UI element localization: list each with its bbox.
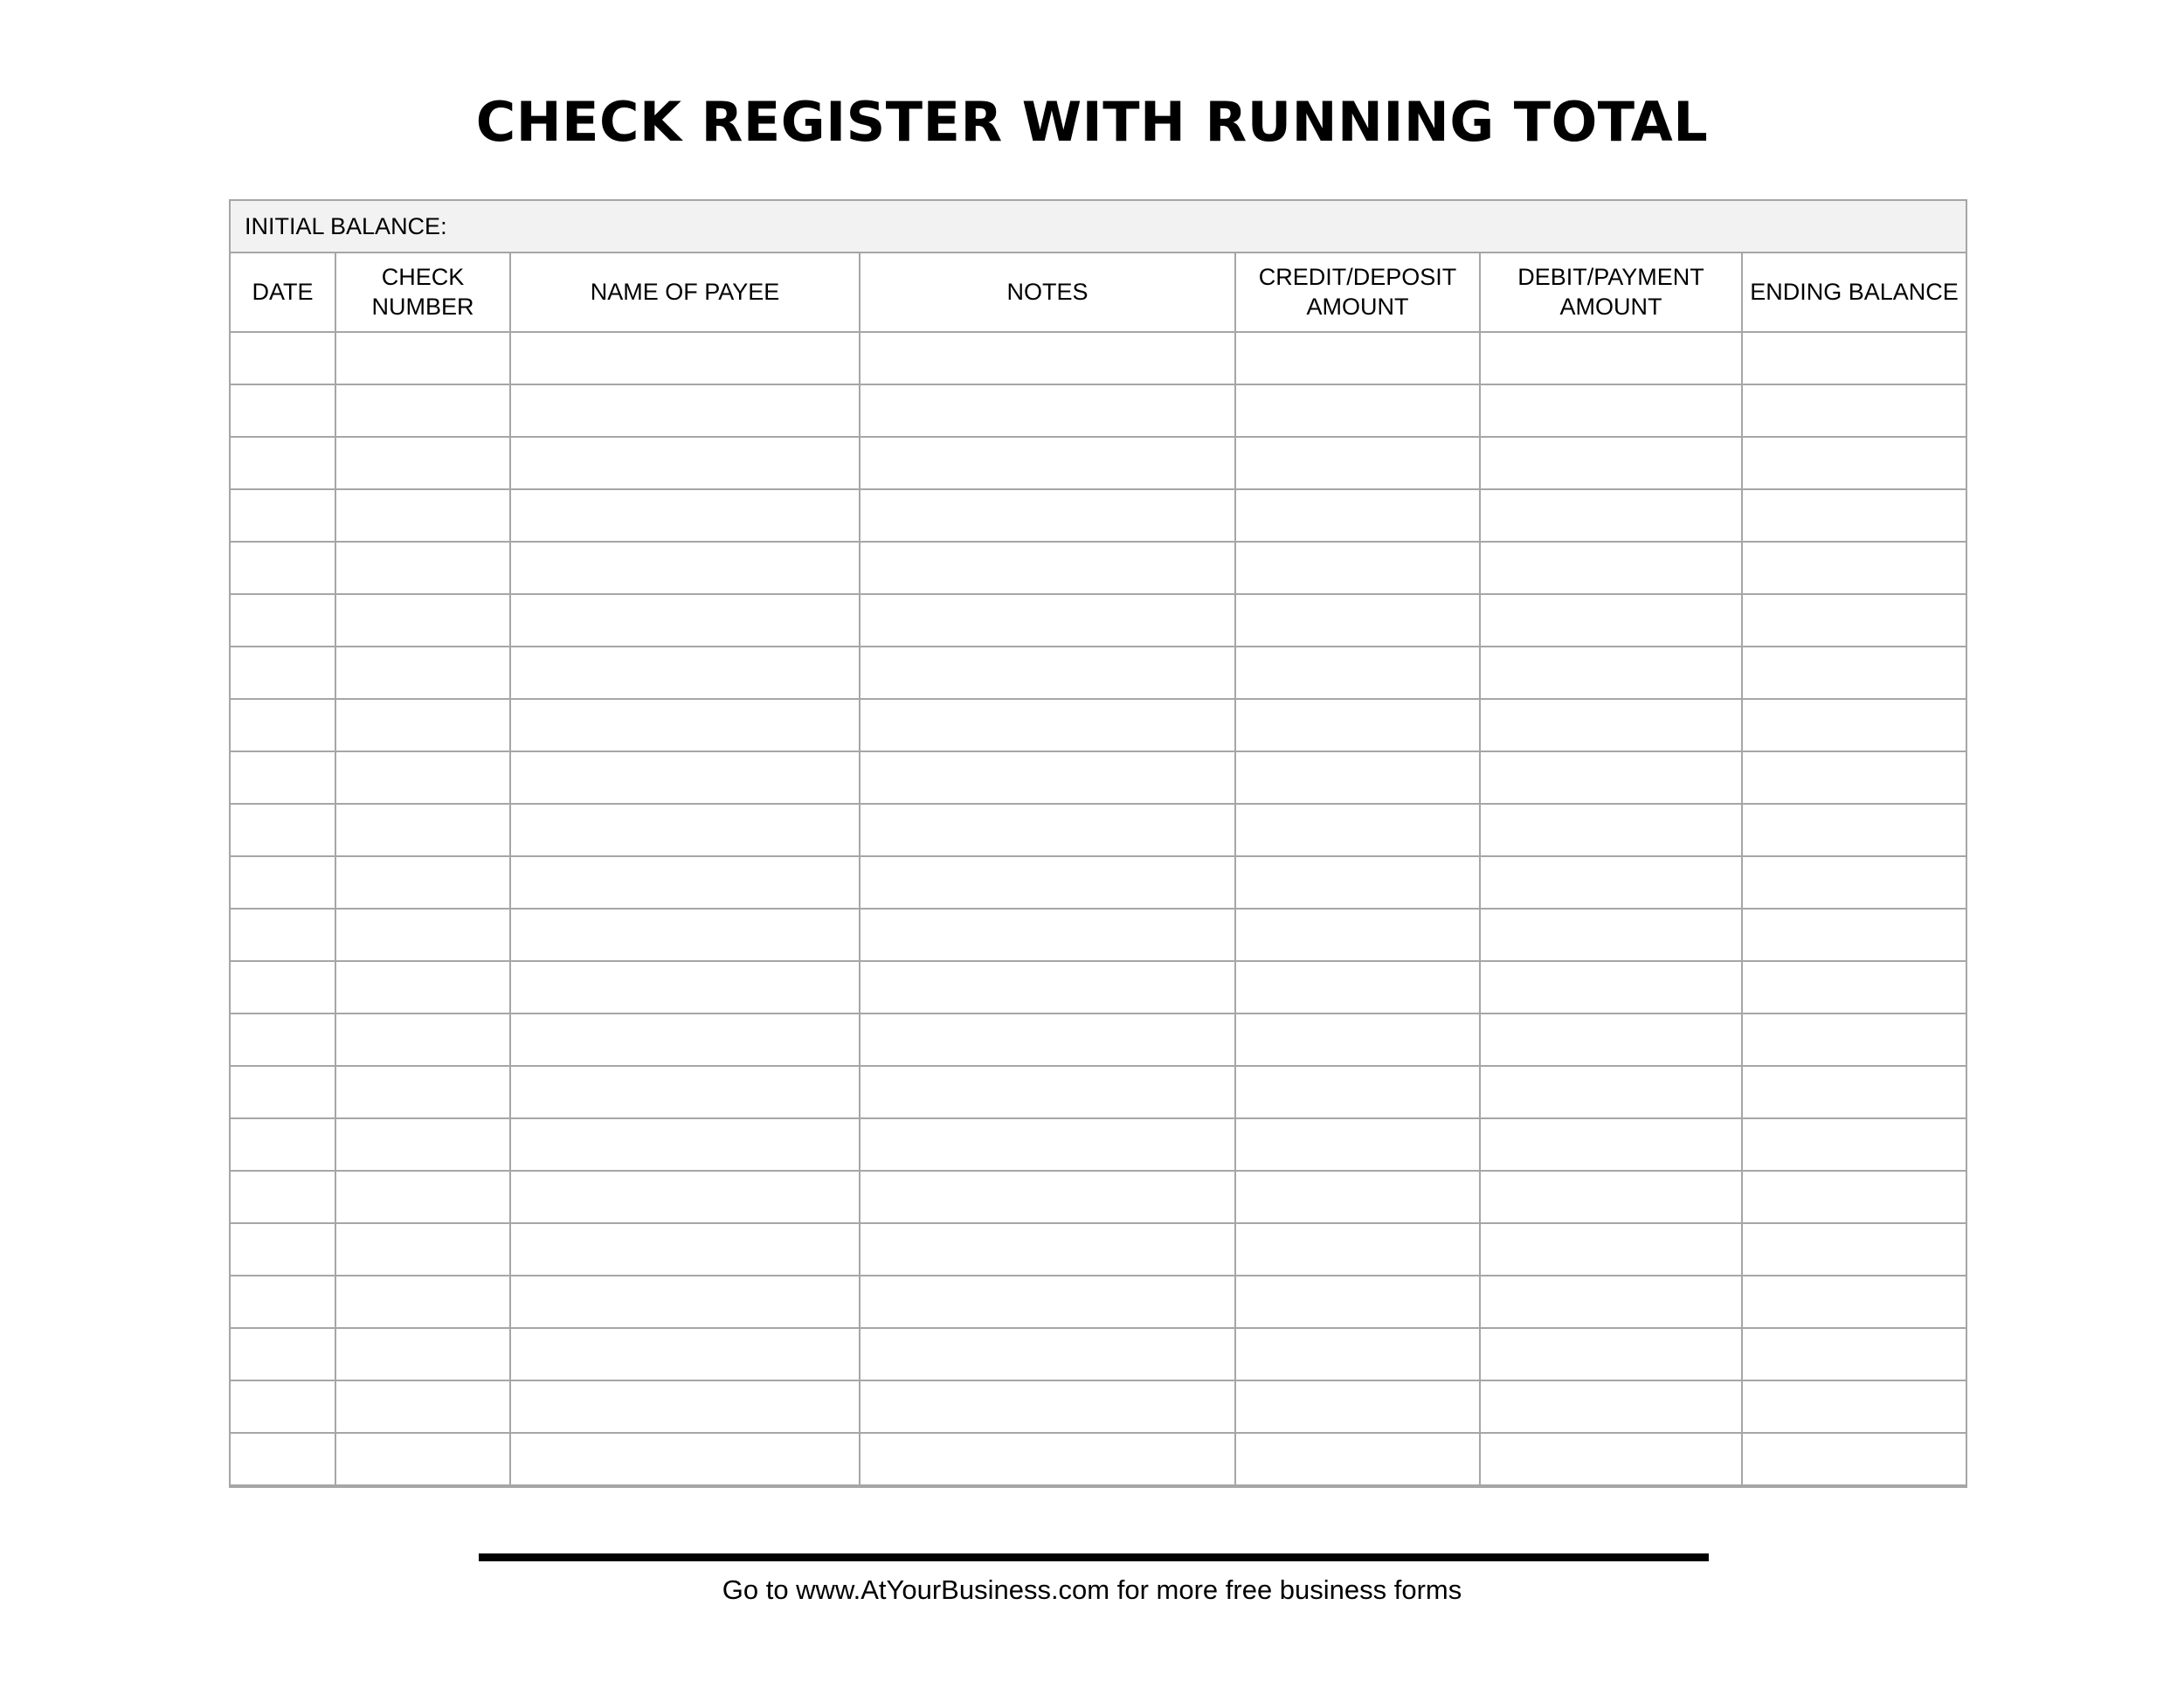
cell-check-number[interactable] <box>335 1223 510 1276</box>
cell-ending-balance[interactable] <box>1742 804 1966 856</box>
cell-ending-balance[interactable] <box>1742 542 1966 594</box>
cell-ending-balance[interactable] <box>1742 594 1966 647</box>
cell-ending-balance[interactable] <box>1742 1013 1966 1066</box>
cell-notes[interactable] <box>860 804 1235 856</box>
initial-balance-label: INITIAL BALANCE: <box>245 212 447 239</box>
cell-check-number[interactable] <box>335 1276 510 1328</box>
cell-ending-balance[interactable] <box>1742 1276 1966 1328</box>
cell-notes[interactable] <box>860 594 1235 647</box>
cell-debit-payment[interactable] <box>1480 1013 1742 1066</box>
cell-name-of-payee[interactable] <box>510 594 860 647</box>
cell-check-number[interactable] <box>335 961 510 1013</box>
cell-check-number[interactable] <box>335 699 510 751</box>
table-row <box>231 384 1966 437</box>
cell-ending-balance[interactable] <box>1742 751 1966 804</box>
table-body <box>231 332 1966 1485</box>
table-row <box>231 751 1966 804</box>
cell-ending-balance[interactable] <box>1742 1433 1966 1485</box>
cell-debit-payment[interactable] <box>1480 1223 1742 1276</box>
cell-date[interactable] <box>231 1171 335 1223</box>
cell-name-of-payee[interactable] <box>510 542 860 594</box>
cell-notes[interactable] <box>860 961 1235 1013</box>
cell-ending-balance[interactable] <box>1742 1223 1966 1276</box>
cell-debit-payment[interactable] <box>1480 542 1742 594</box>
cell-name-of-payee[interactable] <box>510 489 860 542</box>
cell-date[interactable] <box>231 542 335 594</box>
cell-notes[interactable] <box>860 1223 1235 1276</box>
cell-notes[interactable] <box>860 1066 1235 1118</box>
cell-notes[interactable] <box>860 1433 1235 1485</box>
table-row <box>231 804 1966 856</box>
cell-debit-payment[interactable] <box>1480 804 1742 856</box>
cell-name-of-payee[interactable] <box>510 1013 860 1066</box>
cell-name-of-payee[interactable] <box>510 1066 860 1118</box>
cell-notes[interactable] <box>860 1328 1235 1380</box>
cell-name-of-payee[interactable] <box>510 856 860 909</box>
table-row <box>231 594 1966 647</box>
cell-debit-payment[interactable] <box>1480 1118 1742 1171</box>
cell-credit-deposit[interactable] <box>1235 1171 1480 1223</box>
cell-credit-deposit[interactable] <box>1235 384 1480 437</box>
cell-check-number[interactable] <box>335 1013 510 1066</box>
cell-debit-payment[interactable] <box>1480 647 1742 699</box>
cell-debit-payment[interactable] <box>1480 332 1742 384</box>
cell-check-number[interactable] <box>335 594 510 647</box>
cell-date[interactable] <box>231 594 335 647</box>
cell-check-number[interactable] <box>335 804 510 856</box>
cell-notes[interactable] <box>860 647 1235 699</box>
cell-debit-payment[interactable] <box>1480 856 1742 909</box>
cell-check-number[interactable] <box>335 332 510 384</box>
cell-notes[interactable] <box>860 909 1235 961</box>
cell-credit-deposit[interactable] <box>1235 699 1480 751</box>
table-row <box>231 1118 1966 1171</box>
cell-check-number[interactable] <box>335 542 510 594</box>
cell-debit-payment[interactable] <box>1480 594 1742 647</box>
column-header-date: DATE <box>231 253 335 332</box>
cell-date[interactable] <box>231 856 335 909</box>
cell-ending-balance[interactable] <box>1742 909 1966 961</box>
cell-date[interactable] <box>231 437 335 489</box>
cell-debit-payment[interactable] <box>1480 1328 1742 1380</box>
cell-check-number[interactable] <box>335 489 510 542</box>
cell-notes[interactable] <box>860 437 1235 489</box>
cell-debit-payment[interactable] <box>1480 961 1742 1013</box>
cell-notes[interactable] <box>860 751 1235 804</box>
cell-ending-balance[interactable] <box>1742 489 1966 542</box>
cell-name-of-payee[interactable] <box>510 1380 860 1433</box>
cell-check-number[interactable] <box>335 1171 510 1223</box>
cell-credit-deposit[interactable] <box>1235 856 1480 909</box>
cell-credit-deposit[interactable] <box>1235 1433 1480 1485</box>
cell-check-number[interactable] <box>335 751 510 804</box>
cell-notes[interactable] <box>860 542 1235 594</box>
cell-debit-payment[interactable] <box>1480 751 1742 804</box>
cell-name-of-payee[interactable] <box>510 1118 860 1171</box>
cell-date[interactable] <box>231 489 335 542</box>
table-row <box>231 856 1966 909</box>
cell-notes[interactable] <box>860 489 1235 542</box>
table-row <box>231 1276 1966 1328</box>
cell-name-of-payee[interactable] <box>510 1276 860 1328</box>
cell-ending-balance[interactable] <box>1742 961 1966 1013</box>
check-register-table <box>229 199 1967 1488</box>
cell-notes[interactable] <box>860 332 1235 384</box>
footer-attribution: Go to www.AtYourBusiness.com for more free business forms <box>722 1574 1462 1605</box>
cell-check-number[interactable] <box>335 1066 510 1118</box>
cell-debit-payment[interactable] <box>1480 489 1742 542</box>
register-grid <box>231 253 1966 1486</box>
table-row <box>231 1380 1966 1433</box>
cell-ending-balance[interactable] <box>1742 856 1966 909</box>
cell-notes[interactable] <box>860 1118 1235 1171</box>
cell-date[interactable] <box>231 1223 335 1276</box>
cell-date[interactable] <box>231 804 335 856</box>
cell-name-of-payee[interactable] <box>510 909 860 961</box>
cell-ending-balance[interactable] <box>1742 1066 1966 1118</box>
cell-ending-balance[interactable] <box>1742 647 1966 699</box>
cell-check-number[interactable] <box>335 437 510 489</box>
cell-ending-balance[interactable] <box>1742 1380 1966 1433</box>
cell-credit-deposit[interactable] <box>1235 1118 1480 1171</box>
cell-check-number[interactable] <box>335 1118 510 1171</box>
cell-name-of-payee[interactable] <box>510 961 860 1013</box>
cell-credit-deposit[interactable] <box>1235 489 1480 542</box>
cell-date[interactable] <box>231 1066 335 1118</box>
cell-check-number[interactable] <box>335 384 510 437</box>
column-header-debit-payment-amount: DEBIT/PAYMENT AMOUNT <box>1480 253 1742 332</box>
column-header-notes: NOTES <box>860 253 1235 332</box>
cell-credit-deposit[interactable] <box>1235 804 1480 856</box>
cell-credit-deposit[interactable] <box>1235 1276 1480 1328</box>
table-header <box>231 253 1966 332</box>
cell-notes[interactable] <box>860 1171 1235 1223</box>
cell-debit-payment[interactable] <box>1480 699 1742 751</box>
cell-date[interactable] <box>231 1328 335 1380</box>
initial-balance-row <box>231 201 1966 253</box>
cell-debit-payment[interactable] <box>1480 1433 1742 1485</box>
cell-notes[interactable] <box>860 856 1235 909</box>
cell-credit-deposit[interactable] <box>1235 1066 1480 1118</box>
cell-date[interactable] <box>231 909 335 961</box>
column-header-check-number: CHECK NUMBER <box>335 253 510 332</box>
cell-credit-deposit[interactable] <box>1235 751 1480 804</box>
column-header-credit-deposit-amount: CREDIT/DEPOSIT AMOUNT <box>1235 253 1480 332</box>
cell-debit-payment[interactable] <box>1480 1380 1742 1433</box>
cell-credit-deposit[interactable] <box>1235 1013 1480 1066</box>
footer-divider <box>479 1553 1709 1561</box>
cell-credit-deposit[interactable] <box>1235 647 1480 699</box>
column-header-ending-balance: ENDING BALANCE <box>1742 253 1966 332</box>
table-row <box>231 489 1966 542</box>
cell-date[interactable] <box>231 699 335 751</box>
cell-ending-balance[interactable] <box>1742 1171 1966 1223</box>
page-title: CHECK REGISTER WITH RUNNING TOTAL <box>475 90 1709 154</box>
cell-name-of-payee[interactable] <box>510 751 860 804</box>
cell-check-number[interactable] <box>335 1328 510 1380</box>
cell-date[interactable] <box>231 332 335 384</box>
cell-name-of-payee[interactable] <box>510 384 860 437</box>
table-row <box>231 1223 1966 1276</box>
cell-name-of-payee[interactable] <box>510 1433 860 1485</box>
cell-credit-deposit[interactable] <box>1235 961 1480 1013</box>
cell-date[interactable] <box>231 751 335 804</box>
table-row <box>231 699 1966 751</box>
cell-check-number[interactable] <box>335 1433 510 1485</box>
cell-notes[interactable] <box>860 384 1235 437</box>
cell-debit-payment[interactable] <box>1480 1066 1742 1118</box>
cell-debit-payment[interactable] <box>1480 1276 1742 1328</box>
cell-ending-balance[interactable] <box>1742 1328 1966 1380</box>
table-row <box>231 909 1966 961</box>
cell-check-number[interactable] <box>335 1380 510 1433</box>
table-row <box>231 437 1966 489</box>
cell-date[interactable] <box>231 1118 335 1171</box>
cell-date[interactable] <box>231 1433 335 1485</box>
table-row <box>231 1433 1966 1485</box>
cell-notes[interactable] <box>860 1013 1235 1066</box>
cell-credit-deposit[interactable] <box>1235 1380 1480 1433</box>
cell-name-of-payee[interactable] <box>510 1223 860 1276</box>
cell-name-of-payee[interactable] <box>510 699 860 751</box>
cell-ending-balance[interactable] <box>1742 699 1966 751</box>
cell-check-number[interactable] <box>335 856 510 909</box>
cell-ending-balance[interactable] <box>1742 1118 1966 1171</box>
table-row <box>231 647 1966 699</box>
cell-credit-deposit[interactable] <box>1235 1223 1480 1276</box>
table-row <box>231 332 1966 384</box>
cell-debit-payment[interactable] <box>1480 384 1742 437</box>
cell-check-number[interactable] <box>335 909 510 961</box>
cell-name-of-payee[interactable] <box>510 1328 860 1380</box>
cell-credit-deposit[interactable] <box>1235 1328 1480 1380</box>
cell-credit-deposit[interactable] <box>1235 909 1480 961</box>
cell-date[interactable] <box>231 1276 335 1328</box>
cell-name-of-payee[interactable] <box>510 647 860 699</box>
cell-check-number[interactable] <box>335 647 510 699</box>
cell-name-of-payee[interactable] <box>510 1171 860 1223</box>
table-row <box>231 1066 1966 1118</box>
cell-notes[interactable] <box>860 699 1235 751</box>
cell-date[interactable] <box>231 384 335 437</box>
cell-credit-deposit[interactable] <box>1235 542 1480 594</box>
cell-name-of-payee[interactable] <box>510 804 860 856</box>
header-row <box>231 253 1966 332</box>
cell-credit-deposit[interactable] <box>1235 332 1480 384</box>
table-row <box>231 542 1966 594</box>
cell-debit-payment[interactable] <box>1480 437 1742 489</box>
cell-date[interactable] <box>231 961 335 1013</box>
cell-name-of-payee[interactable] <box>510 332 860 384</box>
cell-date[interactable] <box>231 647 335 699</box>
cell-date[interactable] <box>231 1380 335 1433</box>
cell-ending-balance[interactable] <box>1742 384 1966 437</box>
cell-ending-balance[interactable] <box>1742 332 1966 384</box>
table-row <box>231 1328 1966 1380</box>
table-row <box>231 961 1966 1013</box>
column-header-name-of-payee: NAME OF PAYEE <box>510 253 860 332</box>
table-row <box>231 1171 1966 1223</box>
cell-credit-deposit[interactable] <box>1235 437 1480 489</box>
table-row <box>231 1013 1966 1066</box>
cell-debit-payment[interactable] <box>1480 1171 1742 1223</box>
cell-notes[interactable] <box>860 1380 1235 1433</box>
cell-credit-deposit[interactable] <box>1235 594 1480 647</box>
cell-debit-payment[interactable] <box>1480 909 1742 961</box>
cell-ending-balance[interactable] <box>1742 437 1966 489</box>
cell-notes[interactable] <box>860 1276 1235 1328</box>
cell-name-of-payee[interactable] <box>510 437 860 489</box>
cell-date[interactable] <box>231 1013 335 1066</box>
